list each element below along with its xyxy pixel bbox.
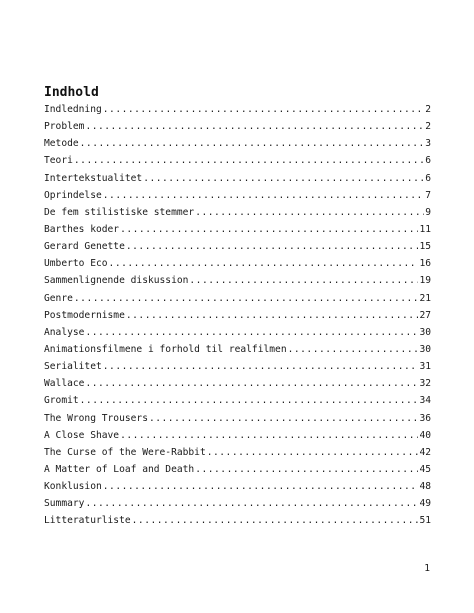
toc-dot-leader bbox=[80, 135, 425, 152]
toc-entry-label: Wallace bbox=[44, 378, 85, 390]
toc-entry-page-number: 15 bbox=[419, 241, 431, 253]
toc-entry-page-number: 40 bbox=[419, 429, 431, 441]
toc-entry-label: Barthes koder bbox=[44, 223, 120, 235]
toc-entry-page-number: 16 bbox=[419, 258, 431, 270]
toc-entry-label: The Curse of the Were-Rabbit bbox=[44, 446, 206, 458]
toc-dot-leader bbox=[103, 358, 419, 375]
toc-dot-leader bbox=[74, 152, 424, 169]
toc-entry-label: A Matter of Loaf and Death bbox=[44, 463, 195, 475]
toc-entry[interactable] bbox=[44, 290, 431, 307]
toc-entry-label: Problem bbox=[44, 121, 85, 133]
toc-entry[interactable] bbox=[44, 204, 431, 221]
toc-entry-page-number: 11 bbox=[419, 223, 431, 235]
toc-entry-page-number: 27 bbox=[419, 309, 431, 321]
toc-entry-label: Animationsfilmene i forhold til realfilmen bbox=[44, 343, 287, 355]
toc-entry[interactable] bbox=[44, 307, 431, 324]
toc-entry-label: Oprindelse bbox=[44, 189, 102, 201]
toc-entry[interactable] bbox=[44, 272, 431, 289]
toc-entry[interactable] bbox=[44, 410, 431, 427]
toc-entry-label: Gromit bbox=[44, 395, 79, 407]
toc-dot-leader bbox=[149, 410, 418, 427]
toc-entry[interactable] bbox=[44, 341, 431, 358]
toc-dot-leader bbox=[103, 478, 419, 495]
toc-entry-page-number: 2 bbox=[425, 121, 431, 133]
toc-entry[interactable] bbox=[44, 101, 431, 118]
toc-entry-label: Litteraturliste bbox=[44, 515, 131, 527]
toc-entry[interactable] bbox=[44, 187, 431, 204]
toc-entry-label: Genre bbox=[44, 292, 73, 304]
toc-entry-page-number: 6 bbox=[425, 172, 431, 184]
toc-entry[interactable] bbox=[44, 358, 431, 375]
table-of-contents bbox=[44, 101, 431, 530]
toc-entry-page-number: 51 bbox=[419, 515, 431, 527]
toc-dot-leader bbox=[126, 307, 419, 324]
toc-entry-label: Postmodernisme bbox=[44, 309, 125, 321]
toc-entry-page-number: 30 bbox=[419, 343, 431, 355]
toc-entry[interactable] bbox=[44, 152, 431, 169]
toc-entry-page-number: 32 bbox=[419, 378, 431, 390]
toc-entry-page-number: 6 bbox=[425, 155, 431, 167]
toc-entry[interactable] bbox=[44, 478, 431, 495]
toc-entry[interactable] bbox=[44, 221, 431, 238]
toc-entry[interactable] bbox=[44, 118, 431, 135]
toc-entry-page-number: 49 bbox=[419, 498, 431, 510]
toc-entry-label: Teori bbox=[44, 155, 73, 167]
toc-entry-page-number: 7 bbox=[425, 189, 431, 201]
toc-dot-leader bbox=[109, 255, 419, 272]
toc-entry-label: De fem stilistiske stemmer bbox=[44, 206, 195, 218]
toc-entry-page-number: 42 bbox=[419, 446, 431, 458]
toc-dot-leader bbox=[85, 118, 424, 135]
toc-entry-label: Metode bbox=[44, 138, 79, 150]
toc-entry-page-number: 48 bbox=[419, 481, 431, 493]
toc-dot-leader bbox=[207, 444, 419, 461]
toc-dot-leader bbox=[132, 512, 419, 529]
toc-entry[interactable] bbox=[44, 238, 431, 255]
toc-entry[interactable] bbox=[44, 427, 431, 444]
toc-dot-leader bbox=[85, 324, 418, 341]
toc-dot-leader bbox=[120, 221, 418, 238]
toc-dot-leader bbox=[288, 341, 419, 358]
page-number: 1 bbox=[424, 563, 430, 574]
toc-entry-label: Umberto Eco bbox=[44, 258, 108, 270]
toc-dot-leader bbox=[85, 495, 418, 512]
toc-dot-leader bbox=[120, 427, 418, 444]
toc-dot-leader bbox=[143, 170, 424, 187]
toc-entry-page-number: 45 bbox=[419, 463, 431, 475]
toc-entry-page-number: 2 bbox=[425, 104, 431, 115]
toc-dot-leader bbox=[85, 375, 418, 392]
toc-entry-page-number: 34 bbox=[419, 395, 431, 407]
toc-dot-leader bbox=[189, 272, 418, 289]
toc-entry-page-number: 30 bbox=[419, 326, 431, 338]
toc-dot-leader bbox=[80, 392, 419, 409]
toc-dot-leader bbox=[103, 187, 424, 204]
toc-entry-label: Analyse bbox=[44, 326, 85, 338]
toc-entry-page-number: 31 bbox=[419, 361, 431, 373]
toc-dot-leader bbox=[195, 204, 424, 221]
toc-entry[interactable] bbox=[44, 495, 431, 512]
toc-entry[interactable] bbox=[44, 135, 431, 152]
toc-entry-page-number: 21 bbox=[419, 292, 431, 304]
toc-entry[interactable] bbox=[44, 444, 431, 461]
toc-entry-label: The Wrong Trousers bbox=[44, 412, 148, 424]
toc-entry-page-number: 19 bbox=[419, 275, 431, 287]
toc-entry-label: A Close Shave bbox=[44, 429, 120, 441]
toc-title: Indhold bbox=[44, 85, 99, 100]
toc-dot-leader bbox=[74, 290, 419, 307]
toc-entry[interactable] bbox=[44, 375, 431, 392]
toc-entry[interactable] bbox=[44, 255, 431, 272]
toc-entry-label: Konklusion bbox=[44, 481, 102, 493]
toc-entry[interactable] bbox=[44, 512, 431, 529]
toc-entry-label: Indledning bbox=[44, 104, 102, 115]
toc-entry[interactable] bbox=[44, 170, 431, 187]
toc-dot-leader bbox=[126, 238, 419, 255]
toc-entry[interactable] bbox=[44, 461, 431, 478]
toc-entry-label: Gerard Genette bbox=[44, 241, 125, 253]
toc-entry[interactable] bbox=[44, 324, 431, 341]
toc-dot-leader bbox=[103, 101, 424, 118]
toc-entry-label: Serialitet bbox=[44, 361, 102, 373]
toc-dot-leader bbox=[195, 461, 418, 478]
toc-entry-page-number: 36 bbox=[419, 412, 431, 424]
toc-entry-label: Intertekstualitet bbox=[44, 172, 143, 184]
toc-entry-label: Summary bbox=[44, 498, 85, 510]
toc-entry-page-number: 3 bbox=[425, 138, 431, 150]
toc-entry-page-number: 9 bbox=[425, 206, 431, 218]
toc-entry-label: Sammenlignende diskussion bbox=[44, 275, 189, 287]
toc-entry[interactable] bbox=[44, 392, 431, 409]
